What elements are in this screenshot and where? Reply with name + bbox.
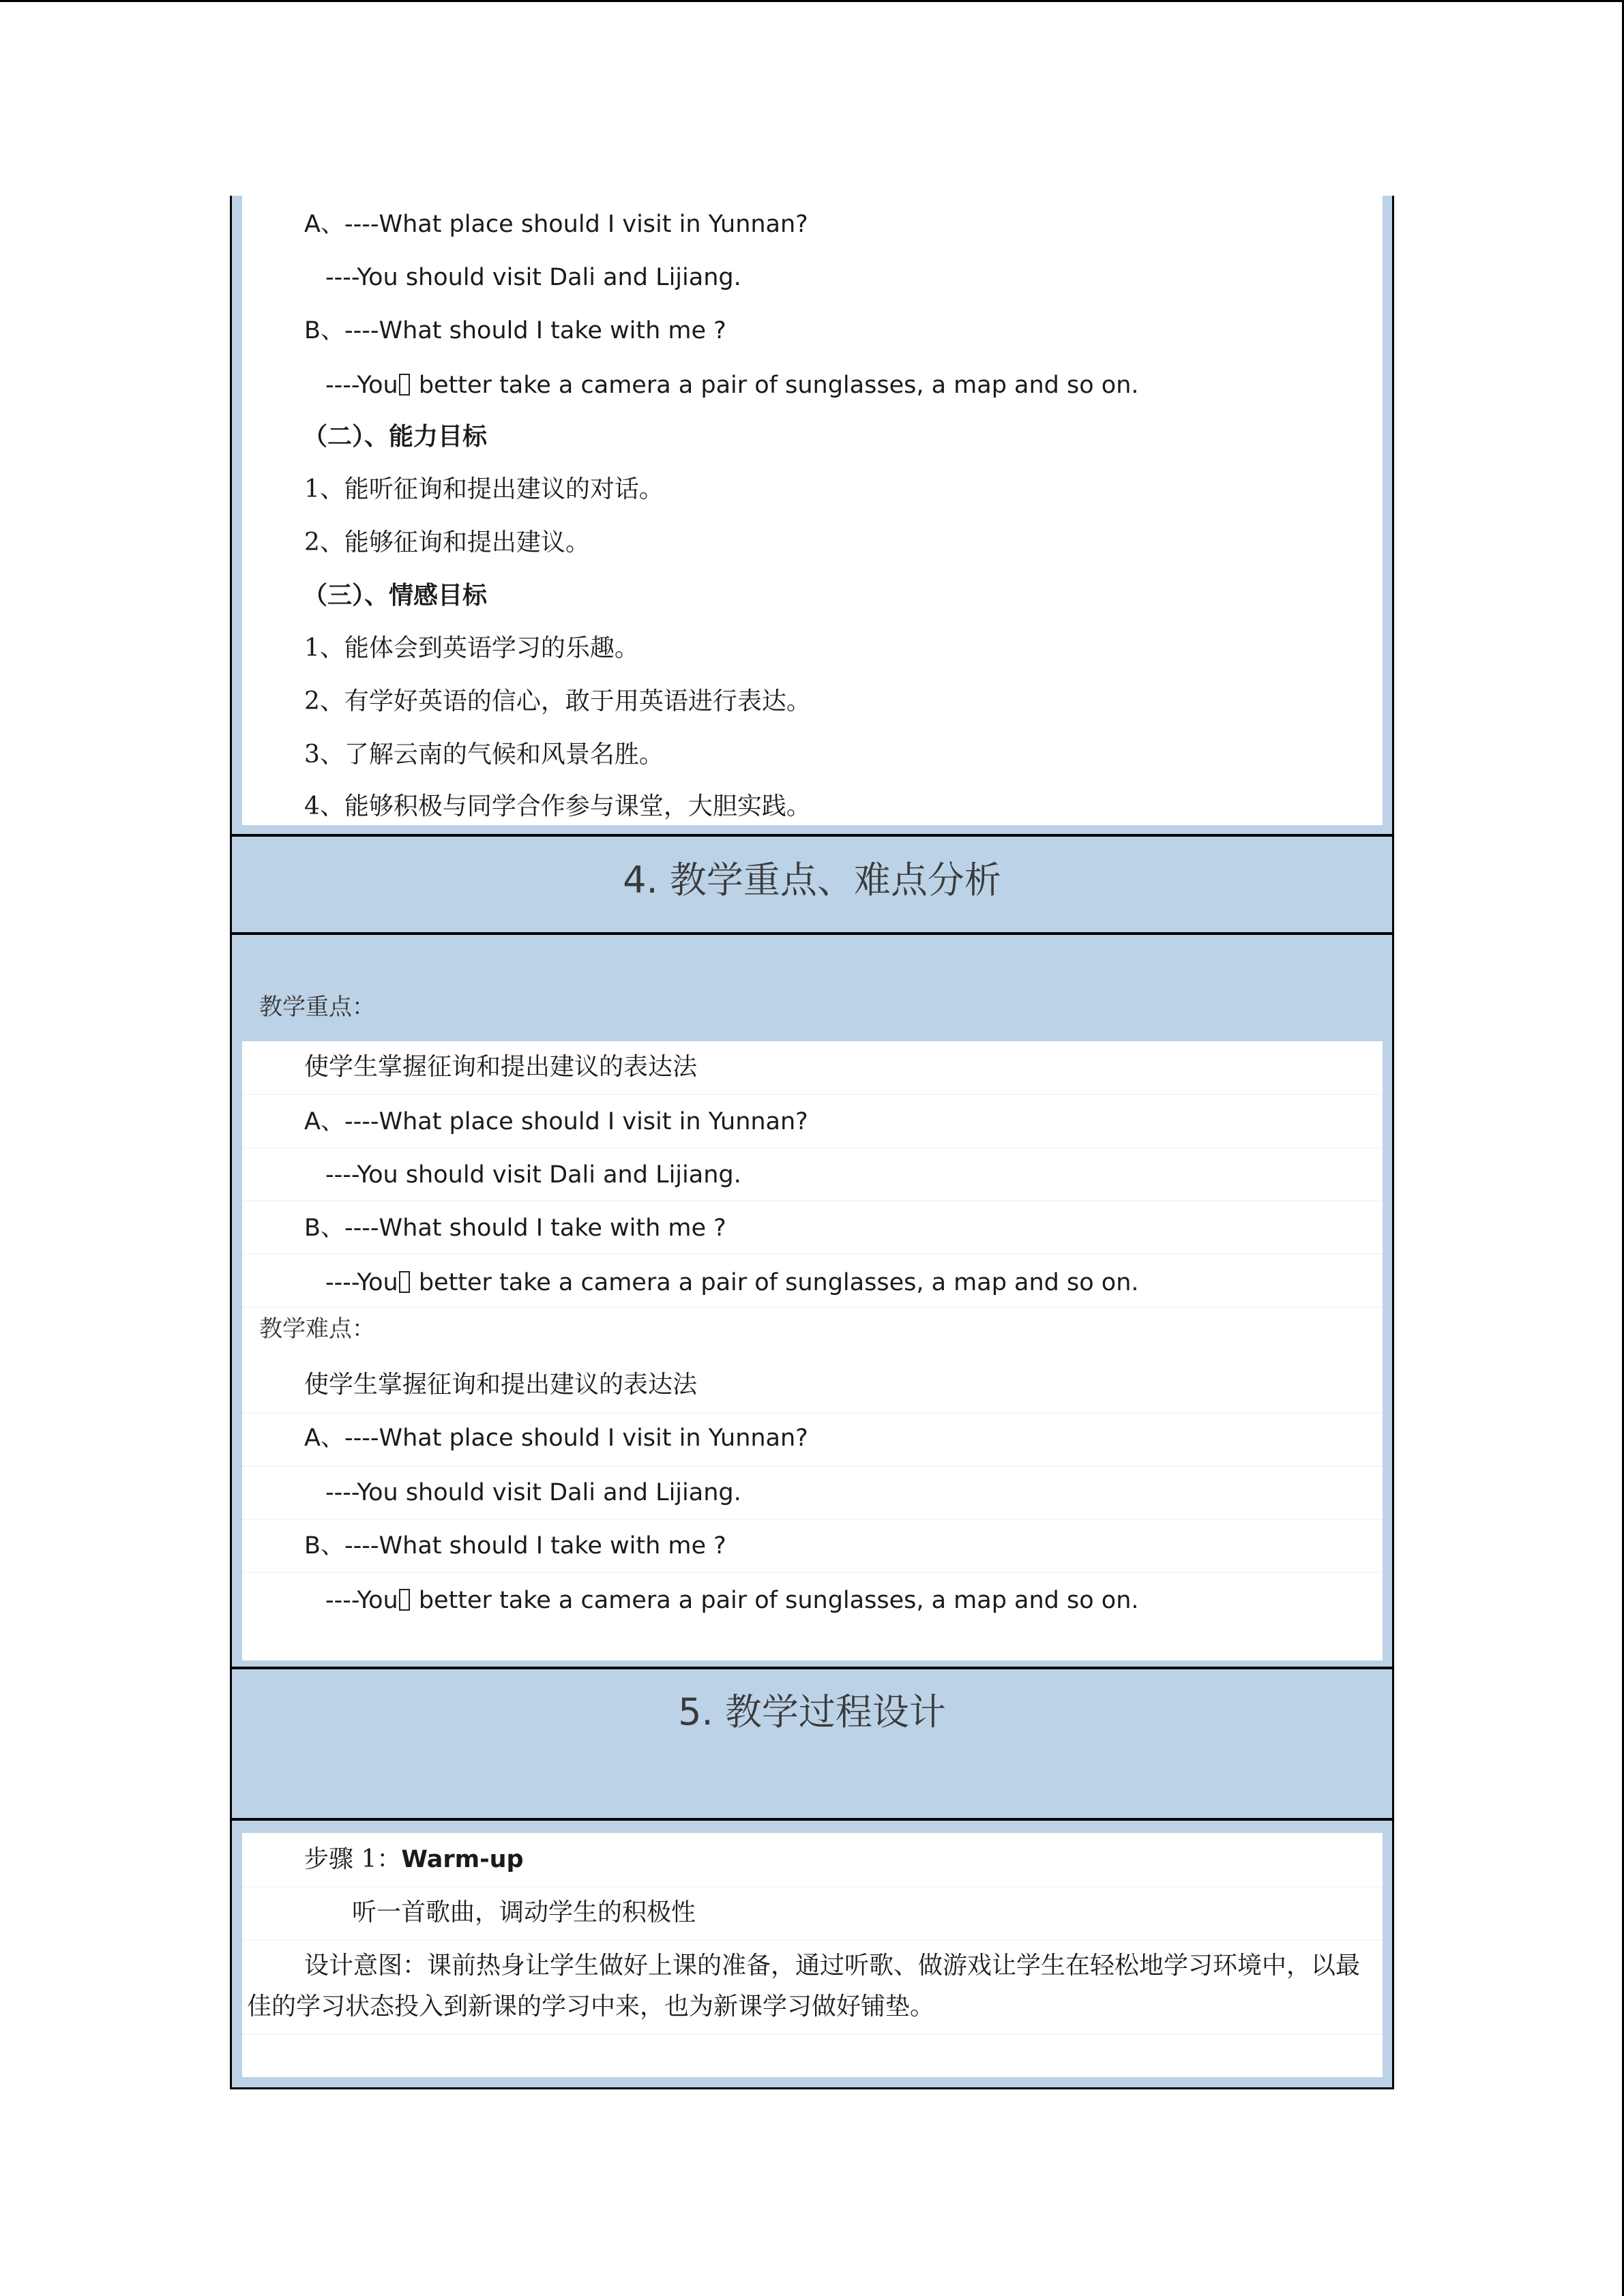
- emotion-item-3: 3、了解云南的气候和风景名胜。: [304, 741, 664, 769]
- step-1-activity: 听一首歌曲，调动学生的积极性: [352, 1898, 696, 1926]
- difficult-point-line-3: ----You should visit Dali and Lijiang.: [325, 1479, 741, 1506]
- ability-item-2: 2、能够征询和提出建议。: [304, 528, 590, 556]
- key-point-line-1: 使学生掌握征询和提出建议的表达法: [304, 1053, 698, 1081]
- row-separator: [242, 1886, 1383, 1888]
- key-point-line-5: ----You better take a camera a pair of sunglasses, a map and so on.: [325, 1269, 1139, 1296]
- design-intent-line-2: 佳的学习状态投入到新课的学习中来，也为新课学习做好铺垫。: [247, 1993, 935, 2021]
- emotion-item-1: 1、能体会到英语学习的乐趣。: [304, 634, 639, 662]
- difficult-point-line-4: B、----What should I take with me ?: [304, 1532, 726, 1560]
- step-1-heading: 步骤 1：Warm-up: [304, 1845, 524, 1873]
- key-point-line-4: B、----What should I take with me ?: [304, 1214, 726, 1242]
- row-separator: [242, 1307, 1383, 1308]
- design-intent-line-1: 设计意图：课前热身让学生做好上课的准备，通过听歌、做游戏让学生在轻松地学习环境中，以最: [304, 1952, 1361, 1980]
- emotion-heading: （三）、情感目标: [303, 581, 488, 610]
- ability-item-1: 1、能听征询和提出建议的对话。: [304, 475, 664, 503]
- missing-glyph-icon: [399, 1271, 410, 1293]
- section5-title: 5. 教学过程设计: [678, 1690, 946, 1733]
- row-separator: [242, 1147, 1383, 1148]
- emotion-item-2: 2、有学好英语的信心，敢于用英语进行表达。: [304, 687, 811, 715]
- row-separator: [242, 1572, 1383, 1573]
- row-separator: [242, 1519, 1383, 1520]
- difficult-point-line-5: ----You better take a camera a pair of sunglasses, a map and so on.: [325, 1587, 1139, 1614]
- row-separator: [242, 1253, 1383, 1255]
- missing-glyph-icon: [399, 374, 410, 396]
- difficult-point-line-1: 使学生掌握征询和提出建议的表达法: [304, 1371, 698, 1399]
- missing-glyph-icon: [399, 1589, 410, 1611]
- difficult-point-line-2: A、----What place should I visit in Yunnan?: [304, 1425, 808, 1452]
- row-separator: [242, 1412, 1383, 1414]
- row-separator: [242, 1939, 1383, 1941]
- key-point-line-2: A、----What place should I visit in Yunnan?: [304, 1108, 808, 1135]
- key-points-label: 教学重点：: [259, 994, 375, 1021]
- key-point-line-3: ----You should visit Dali and Lijiang.: [325, 1161, 741, 1189]
- lesson-plan-table: [230, 196, 1394, 2089]
- ability-heading: （二）、能力目标: [303, 422, 488, 451]
- objective-b-question: B、----What should I take with me ?: [304, 317, 726, 344]
- row-separator: [242, 1200, 1383, 1202]
- objective-a-answer: ----You should visit Dali and Lijiang.: [325, 264, 741, 291]
- objective-a-question: A、----What place should I visit in Yunnan?: [304, 211, 808, 238]
- difficult-points-label: 教学难点：: [259, 1315, 375, 1343]
- row-separator: [242, 1094, 1383, 1095]
- emotion-item-4: 4、能够积极与同学合作参与课堂，大胆实践。: [304, 792, 811, 820]
- objective-b-answer: ----You better take a camera a pair of sunglasses, a map and so on.: [325, 372, 1139, 399]
- section4-title: 4. 教学重点、难点分析: [623, 859, 1001, 901]
- row-separator: [242, 1465, 1383, 1467]
- row-separator: [242, 2033, 1383, 2035]
